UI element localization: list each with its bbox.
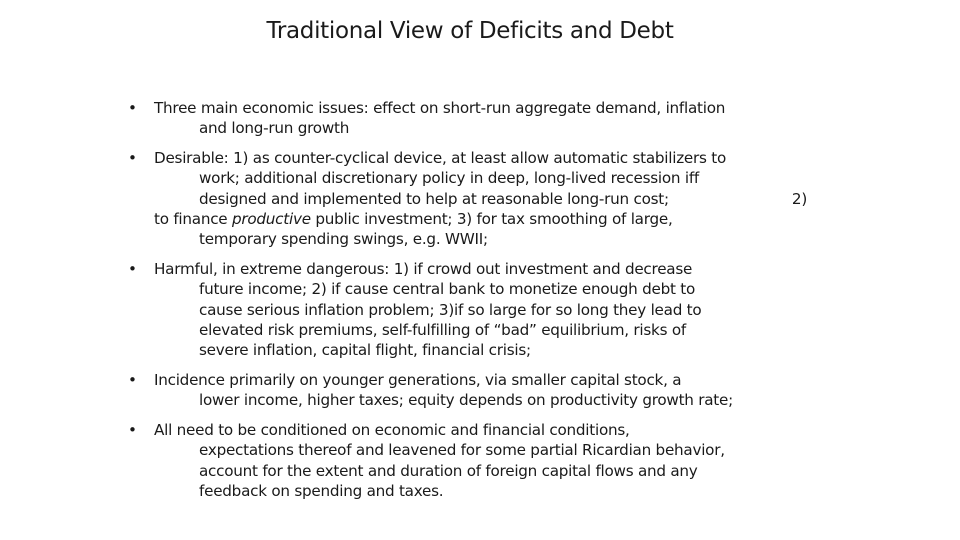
- bullet-line: Desirable: 1) as counter-cyclical device, at least allow automatic stabilizers to: [154, 149, 726, 168]
- bullet-marker: •: [128, 421, 137, 440]
- bullet-line: expectations thereof and leavened for some partial Ricardian behavior,: [199, 441, 725, 460]
- bullet-line: severe inflation, capital flight, financial crisis;: [199, 341, 531, 360]
- bullet-line: cause serious inflation problem; 3)if so large for so long they lead to: [199, 300, 702, 319]
- bullet-line: Harmful, in extreme dangerous: 1) if crowd out investment and decrease: [154, 260, 693, 279]
- bullet-line-text: 2): [791, 189, 807, 208]
- bullet-line: temporary spending swings, e.g. WWII;: [199, 230, 488, 249]
- bullet-line: Three main economic issues: effect on short-run aggregate demand, inflation: [154, 99, 726, 117]
- bullet-line-text: public investment; 3) for tax smoothing of large,: [310, 209, 673, 228]
- bullet-marker: •: [128, 371, 137, 390]
- bullet-line-text: to finance: [154, 209, 232, 228]
- bullet-line: feedback on spending and taxes.: [199, 482, 444, 501]
- bullet-line: [154, 189, 807, 209]
- bullet-marker: •: [128, 149, 137, 168]
- bullet-line-text: designed and implemented to help at reasonable long-run cost;: [199, 189, 669, 208]
- emphasis-text: productive: [231, 209, 311, 228]
- bullet-line: elevated risk premiums, self-fulfilling of “bad” equilibrium, risks of: [199, 320, 686, 339]
- bullet-item: [126, 148, 806, 249]
- slide-title: Traditional View of Deficits and Debt: [266, 18, 674, 44]
- bullet-line: lower income, higher taxes; equity depends on productivity growth rate;: [199, 391, 733, 410]
- bullet-marker: •: [128, 99, 137, 117]
- bullet-item: [126, 259, 806, 360]
- bullet-line: work; additional discretionary policy in deep, long-lived recession iff: [199, 169, 700, 188]
- bullet-line: account for the extent and duration of foreign capital flows and any: [199, 461, 698, 480]
- bullet-item: [126, 420, 806, 501]
- bullet-marker: •: [128, 260, 137, 279]
- bullet-line: All need to be conditioned on economic and financial conditions,: [154, 421, 630, 440]
- bullet-line: and long-run growth: [199, 119, 350, 138]
- bullet-line: Incidence primarily on younger generations, via smaller capital stock, a: [154, 371, 682, 390]
- bullet-item: [126, 98, 806, 139]
- bullet-line: future income; 2) if cause central bank to monetize enough debt to: [199, 280, 696, 299]
- bullet-item: [126, 370, 806, 411]
- bullet-list: [126, 98, 806, 511]
- bullet-line: [154, 209, 806, 229]
